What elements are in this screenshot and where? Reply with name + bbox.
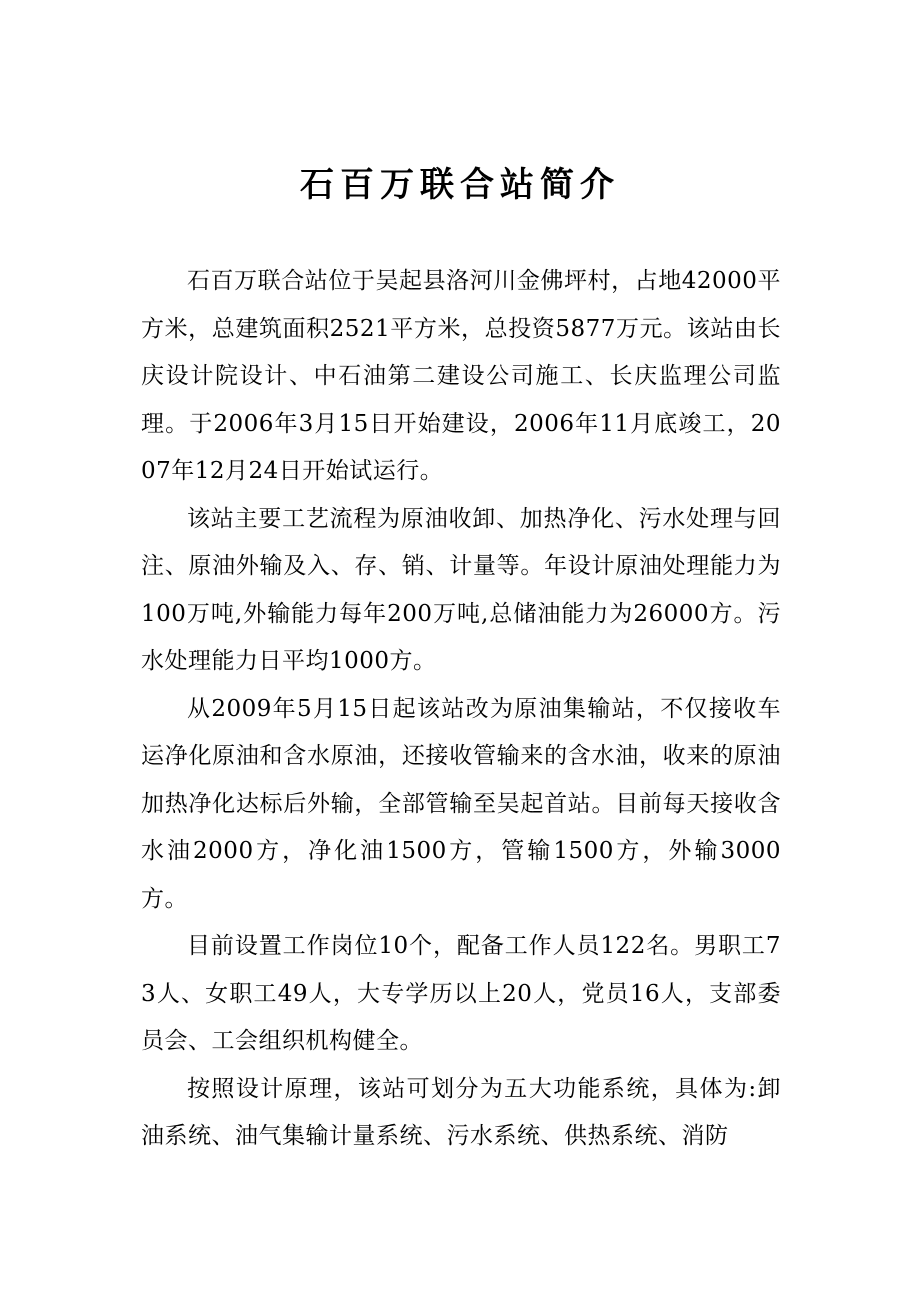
document-body xyxy=(141,258,781,1161)
paragraph-systems: 按照设计原理，该站可划分为五大功能系统，具体为:卸油系统、油气集输计量系统、污水系统、供热系统、消防 xyxy=(141,1075,781,1149)
paragraph-transport: 从2009年5月15日起该站改为原油集输站，不仅接收车运净化原油和含水原油，还接收管输来的含水油，收来的原油加热净化达标后外输，全部管输至吴起首站。目前每天接收含水油2000方，净化油1500方，管输1500方，外输3000方。 xyxy=(141,695,781,912)
document-title: 石百万联合站简介 xyxy=(300,165,620,205)
paragraph-location: 石百万联合站位于吴起县洛河川金佛坪村，占地42000平方米，总建筑面积2521平方米，总投资5877万元。该站由长庆设计院设计、中石油第二建设公司施工、长庆监理公司监理。于2006年3月15日开始建设，2006年11月底竣工，2007年12月24日开始试运行。 xyxy=(141,268,781,484)
paragraph-staff: 目前设置工作岗位10个，配备工作人员122名。男职工73人、女职工49人，大专学历以上20人，党员16人，支部委员会、工会组织机构健全。 xyxy=(141,933,781,1054)
paragraph-process: 该站主要工艺流程为原油收卸、加热净化、污水处理与回注、原油外输及入、存、销、计量等。年设计原油处理能力为100万吨,外输能力每年200万吨,总储油能力为26000方。污水处理能力日平均1000方。 xyxy=(141,505,781,674)
